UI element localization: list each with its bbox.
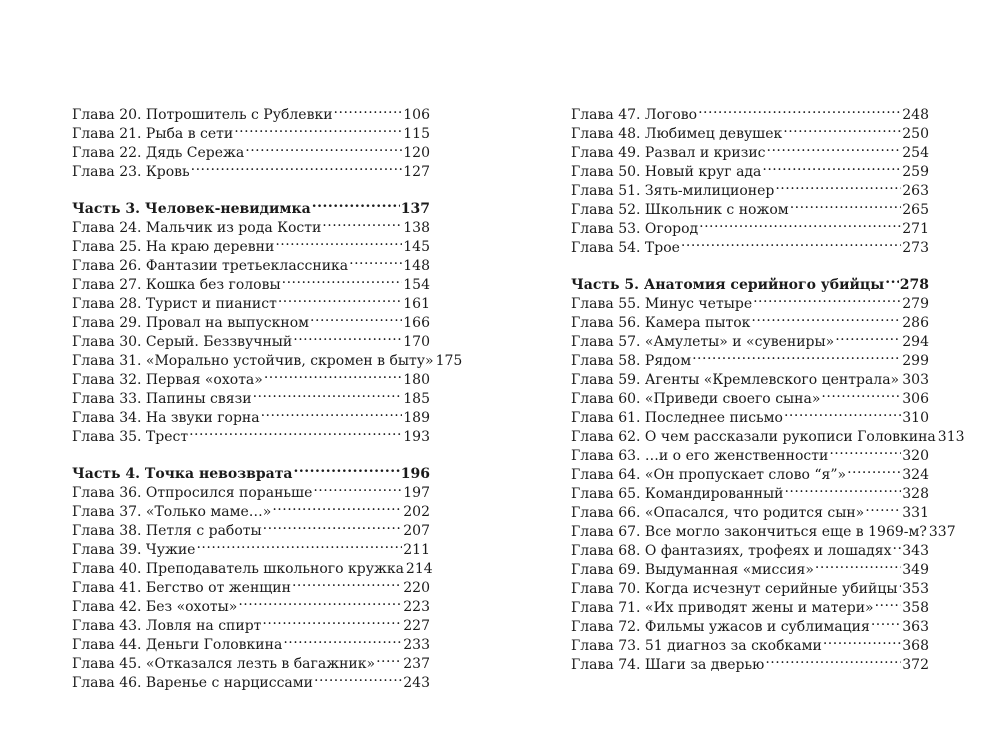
toc-page-number: 278 [899,277,929,293]
dot-leader [900,365,901,384]
dot-leader [282,270,403,289]
dot-leader [751,308,901,327]
toc-part-entry [72,459,430,482]
dot-leader [263,516,403,535]
toc-entry-title: Глава 51. Зять-милиционер [571,183,775,199]
toc-entry-title: Глава 34. На звуки горна [72,410,260,426]
dot-leader [313,478,402,497]
dot-leader [829,441,901,460]
toc-page-number: 223 [403,599,430,615]
toc-entry-title: Глава 68. О фантазиях, трофеях и лошадях [571,543,892,559]
toc-page-number: 207 [403,523,430,539]
toc-page-number: 237 [403,656,430,672]
dot-leader [189,422,402,441]
toc-page-number: 120 [403,145,430,161]
toc-chapter-entry [571,100,929,123]
toc-entry-title: Глава 58. Рядом [571,353,692,369]
dot-leader [310,308,402,327]
toc-entry-title: Глава 22. Дядь Сережа [72,145,245,161]
dot-leader [238,592,402,611]
toc-entry-title: Глава 66. «Опасался, что родится сын» [571,505,865,521]
toc-entry-title: Глава 23. Кровь [72,164,190,180]
dot-leader [334,100,403,119]
dot-leader [293,459,399,478]
toc-page-number: 263 [902,183,929,199]
toc-page-number: 115 [403,126,430,142]
dot-leader [275,232,402,251]
toc-page-number: 170 [403,334,430,350]
toc-page-number: 259 [902,164,929,180]
toc-entry-title: Глава 61. Последнее письмо [571,410,783,426]
dot-leader [885,270,899,289]
dot-leader [823,631,901,650]
toc-page-number: 185 [403,391,430,407]
toc-entry-title: Глава 36. Отпросился пораньше [72,485,313,501]
toc-entry-title: Глава 47. Логово [571,107,698,123]
toc-entry-title: Глава 38. Петля с работы [72,523,262,539]
toc-page-number: 202 [403,504,430,520]
toc-page-number: 299 [902,353,929,369]
toc-page-number: 337 [928,524,956,540]
dot-leader [264,365,402,384]
dot-leader [245,138,402,157]
toc-entry-title: Глава 50. Новый круг ада [571,164,762,180]
dot-leader [898,574,901,593]
toc-page-number: 265 [902,202,929,218]
toc-entry-title: Глава 37. «Только маме…» [72,504,272,520]
dot-leader [847,460,901,479]
toc-page-number: 220 [403,580,430,596]
toc-entry-title: Глава 26. Фантазии третьеклассника [72,258,349,274]
toc-entry-title: Глава 70. Когда исчезнут серийные убийцы [571,581,898,597]
toc-page-number: 211 [403,542,430,558]
dot-leader [753,289,901,308]
toc-page-number: 271 [902,221,929,237]
toc-entry-title: Глава 60. «Приведи своего сына» [571,391,821,407]
dot-leader [681,233,901,252]
toc-entry-title: Глава 59. Агенты «Кремлевского централа» [571,372,900,388]
dot-leader [790,195,902,214]
dot-leader [835,327,901,346]
toc-column-right [571,100,965,673]
dot-leader [871,612,901,631]
toc-entry-title: Глава 21. Рыба в сети [72,126,234,142]
dot-leader [767,138,902,157]
dot-leader [283,630,402,649]
dot-leader [314,668,402,687]
toc-entry-title: Глава 67. Все могло закончиться еще в 1969-м? [571,524,927,540]
dot-leader [293,327,402,346]
toc-entry-title: Глава 54. Трое [571,240,680,256]
dot-leader [875,593,902,612]
dot-leader [699,214,901,233]
toc-page-number: 353 [902,581,929,597]
dot-leader [865,498,901,517]
toc-page-number: 196 [400,466,430,482]
toc-page-number: 331 [902,505,929,521]
toc-entry-title: Глава 29. Провал на выпускном [72,315,310,331]
toc-page-number: 250 [902,126,929,142]
toc-page-number: 138 [403,220,430,236]
toc-page-number: 306 [902,391,929,407]
toc-entry-title: Глава 74. Шаги за дверью [571,657,765,673]
toc-entry-title: Глава 31. «Морально устойчив, скромен в быту» [72,353,434,369]
toc-entry-title: Глава 64. «Он пропускает слово “я”» [571,467,847,483]
toc-entry-title: Глава 27. Кошка без головы [72,277,281,293]
toc-page-number: 127 [403,164,430,180]
dot-leader [376,649,402,668]
toc-entry-title: Глава 32. Первая «охота» [72,372,263,388]
dot-leader [262,611,402,630]
toc-entry-title: Часть 3. Человек-невидимка [72,201,311,217]
toc-page-number: 286 [902,315,929,331]
toc-page-number: 343 [902,543,929,559]
toc-page-number: 166 [403,315,430,331]
toc-page-number: 363 [902,619,929,635]
toc-entry-title: Глава 30. Серый. Беззвучный [72,334,293,350]
toc-entry-title: Глава 25. На краю деревни [72,239,275,255]
toc-page-number: 349 [902,562,929,578]
toc-page-number: 175 [435,353,463,369]
toc-entry-title: Глава 39. Чужие [72,542,196,558]
toc-entry-title: Глава 43. Ловля на спирт [72,618,262,634]
dot-leader [196,535,402,554]
toc-page-number: 294 [902,334,929,350]
toc-page-number: 197 [403,485,430,501]
dot-leader [784,479,901,498]
toc-entry-title: Глава 48. Любимец девушек [571,126,783,142]
toc-page-number: 214 [405,561,433,577]
toc-entry-title: Глава 41. Бегство от женщин [72,580,291,596]
toc-entry-title: Глава 24. Мальчик из рода Кости [72,220,322,236]
toc-entry-title: Глава 72. Фильмы ужасов и сублимация [571,619,870,635]
dot-leader [698,100,901,119]
toc-page-number: 106 [403,107,430,123]
toc-entry-title: Глава 56. Камера пыток [571,315,751,331]
toc-page-number: 148 [403,258,430,274]
dot-leader [783,119,901,138]
toc-page-number: 279 [902,296,929,312]
toc-page-number: 368 [902,638,929,654]
dot-leader [312,194,400,213]
toc-entry-title: Часть 4. Точка невозврата [72,466,293,482]
toc-page-number: 243 [403,675,430,691]
dot-leader [784,403,901,422]
toc-entry-title: Глава 52. Школьник с ножом [571,202,789,218]
toc-part-entry [72,194,430,217]
dot-leader [893,536,902,555]
toc-column-left [72,100,463,691]
dot-leader [762,157,901,176]
toc-page-number: 372 [902,657,929,673]
toc-page-number: 254 [902,145,929,161]
dot-leader [322,213,402,232]
toc-entry-title: Глава 42. Без «охоты» [72,599,238,615]
toc-entry-title: Глава 40. Преподаватель школьного кружка [72,561,404,577]
toc-entry-title: Глава 63. …и о его женственности [571,448,829,464]
toc-page-number: 310 [902,410,929,426]
toc-entry-title: Глава 44. Деньги Головкина [72,637,283,653]
toc-page-number: 248 [902,107,929,123]
toc-page-number: 320 [902,448,929,464]
toc-page-number: 328 [902,486,929,502]
dot-leader [349,251,402,270]
toc-page-number: 193 [403,429,430,445]
toc-entry-title: Глава 46. Варенье с нарциссами [72,675,313,691]
dot-leader [234,119,402,138]
toc-page-number: 233 [403,637,430,653]
toc-entry-title: Глава 33. Папины связи [72,391,252,407]
toc-page-number: 273 [902,240,929,256]
toc-page-number: 180 [403,372,430,388]
dot-leader [292,573,402,592]
toc-entry-title: Глава 20. Потрошитель с Рублевки [72,107,333,123]
toc-entry-title: Глава 55. Минус четыре [571,296,753,312]
toc-entry-title: Глава 35. Трест [72,429,189,445]
toc-page-number: 145 [403,239,430,255]
toc-entry-title: Глава 62. О чем рассказали рукописи Головкина [571,429,936,445]
toc-entry-title: Глава 53. Огород [571,221,699,237]
dot-leader [272,497,402,516]
toc-page-number: 227 [403,618,430,634]
toc-entry-title: Глава 57. «Амулеты» и «сувениры» [571,334,835,350]
dot-leader [261,403,403,422]
dot-leader [815,555,901,574]
toc-entry-title: Часть 5. Анатомия серийного убийцы [571,277,885,293]
dot-leader [191,157,403,176]
toc-page-number: 189 [403,410,430,426]
dot-leader [775,176,901,195]
toc-page-number: 154 [403,277,430,293]
toc-entry-title: Глава 45. «Отказался лезть в багажник» [72,656,376,672]
toc-entry-title: Глава 73. 51 диагноз за скобками [571,638,822,654]
dot-leader [253,384,403,403]
toc-entry-title: Глава 49. Развал и кризис [571,145,766,161]
toc-page-number: 137 [400,201,430,217]
toc-page-number: 324 [902,467,929,483]
toc-entry-title: Глава 71. «Их приводят жены и матери» [571,600,874,616]
dot-leader [765,650,901,669]
toc-page-number: 303 [902,372,929,388]
dot-leader [821,384,901,403]
toc-entry-title: Глава 28. Турист и пианист [72,296,277,312]
toc-page-number: 358 [902,600,929,616]
toc-page-number: 161 [403,296,430,312]
dot-leader [278,289,402,308]
dot-leader [692,346,901,365]
toc-entry-title: Глава 69. Выдуманная «миссия» [571,562,814,578]
toc-page-number: 313 [937,429,965,445]
toc-entry-title: Глава 65. Командированный [571,486,784,502]
toc-chapter-entry [72,100,430,123]
toc-part-entry [571,270,929,293]
